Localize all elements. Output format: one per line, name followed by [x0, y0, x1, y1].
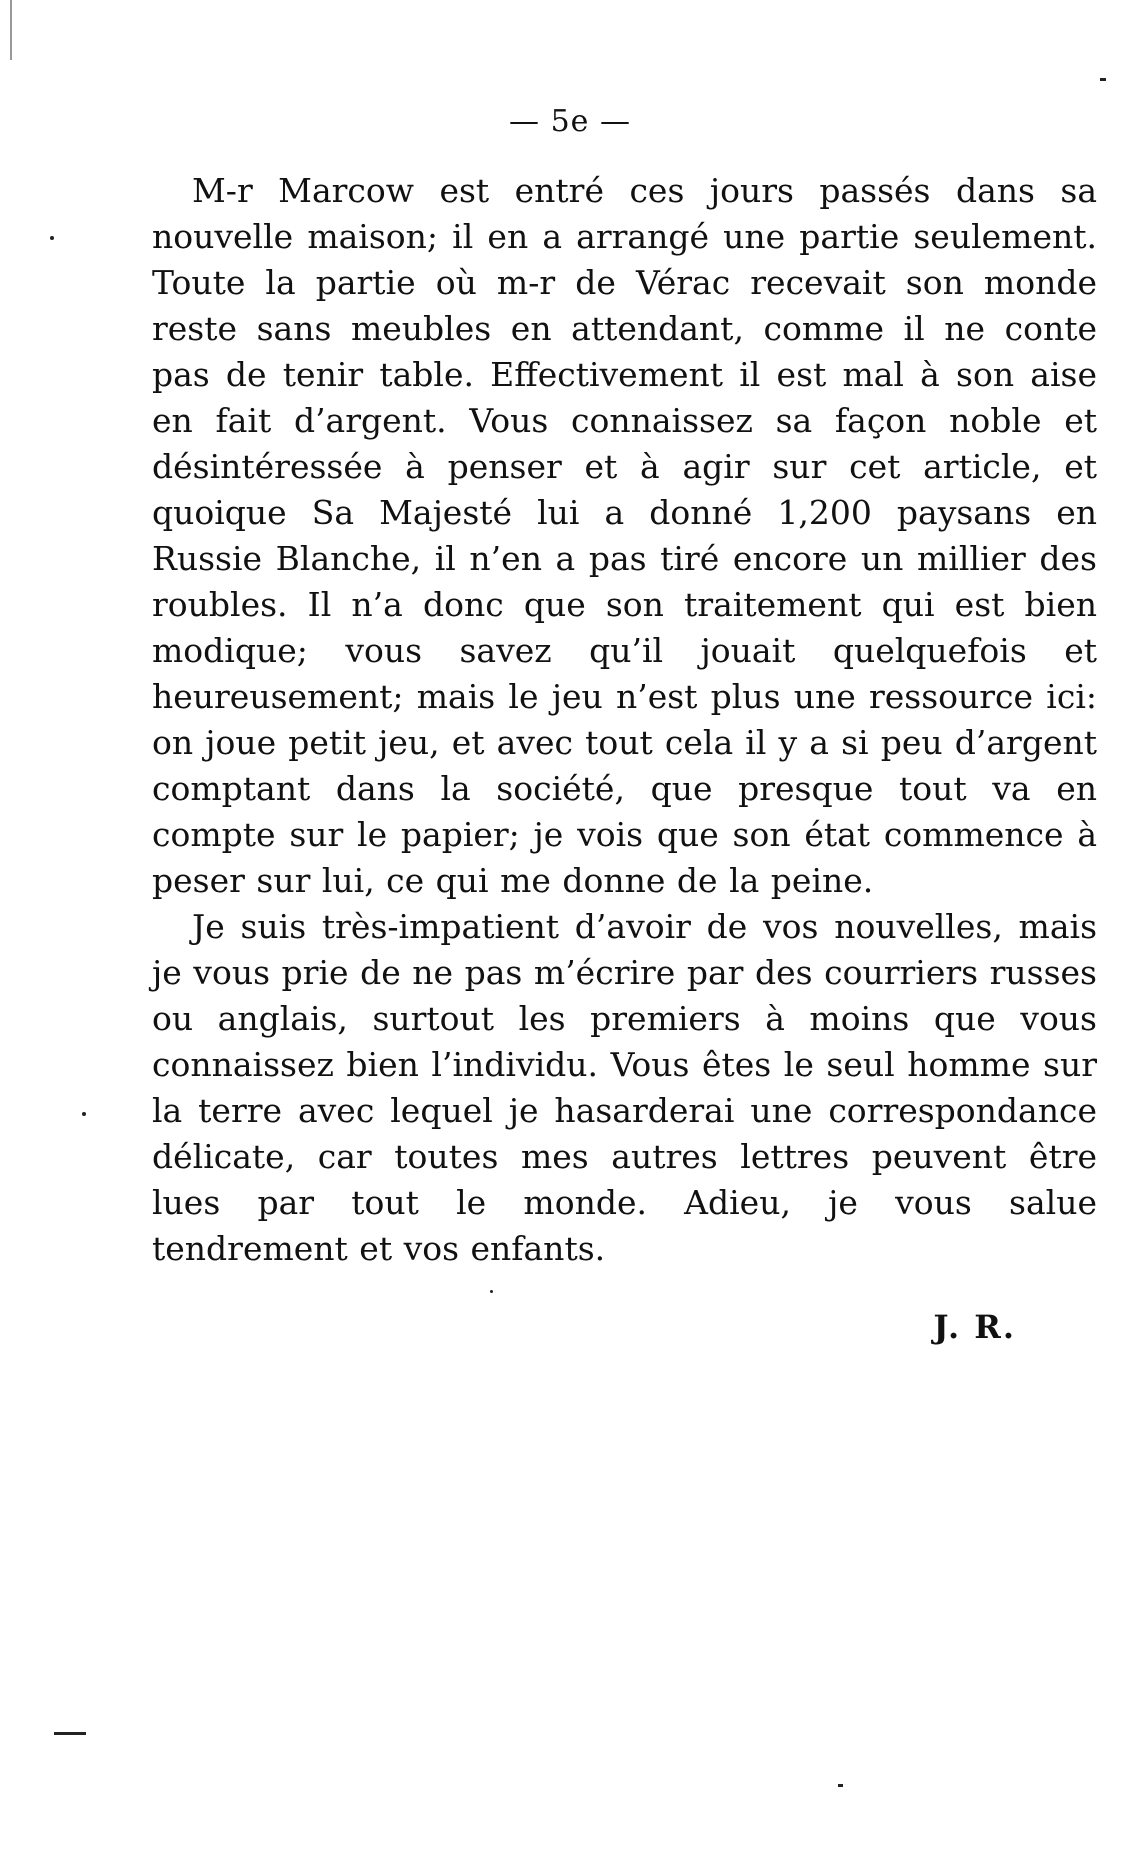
scan-dash-mark: [54, 1732, 86, 1735]
signature: J. R.: [933, 1308, 1016, 1346]
scan-speck: [838, 1784, 843, 1787]
paragraph-1: M-r Marcow est entré ces jours passés dans sa nouvelle maison; il en a arrangé une partie seulement. Toute la partie où m-r de Vérac recevait son monde reste sans meubles en attendant, comme il ne conte pas de tenir table. Effectivement il est mal à son aise en fait d’argent. Vous connaissez sa façon noble et désintéressée à penser et à agir sur cet article, et quoique Sa Majesté lui a donné 1,200 paysans en Russie Blanche, il n’en a pas tiré encore un millier des roubles. Il n’a donc que son traitement qui est bien modique; vous savez qu’il jouait quelquefois et heureusement; mais le jeu n’est plus une ressource ici: on joue petit jeu, et avec tout cela il y a si peu d’argent comptant dans la société, que presque tout va en compte sur le papier; je vois que son état commence à peser sur lui, ce qui me donne de la peine.: [152, 171, 1097, 900]
letter-body: [152, 168, 1097, 1272]
scan-speck: [82, 1112, 86, 1116]
page-number: — 5e —: [509, 104, 631, 139]
scan-speck: [50, 236, 54, 240]
scan-speck: [490, 1290, 493, 1293]
scan-edge-mark: [10, 0, 12, 60]
paragraph-2: Je suis très-impatient d’avoir de vos nouvelles, mais je vous prie de ne pas m’écrire par des courriers russes ou anglais, surtout les premiers à moins que vous connaissez bien l’individu. Vous êtes le seul homme sur la terre avec lequel je hasarderai une correspondance délicate, car toutes mes autres lettres peuvent être lues par tout le monde. Adieu, je vous salue tendrement et vos enfants.: [152, 907, 1097, 1268]
scan-speck: [1100, 78, 1106, 81]
